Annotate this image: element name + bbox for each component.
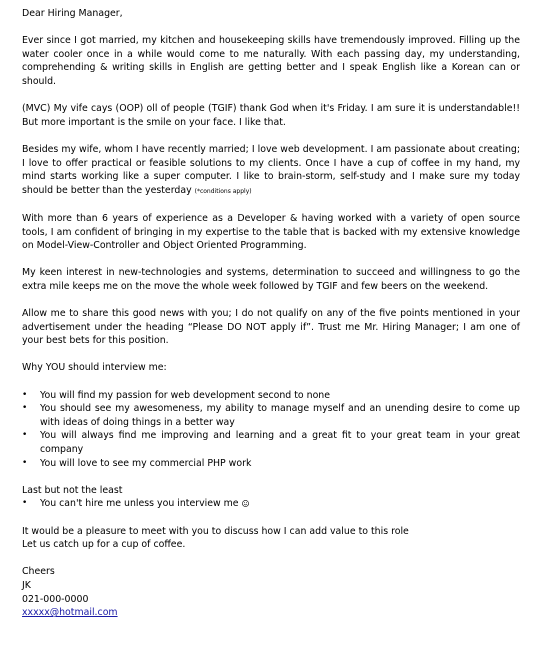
bullet-icon: •: [22, 498, 28, 509]
phone-number: 021-000-0000: [22, 593, 89, 605]
spacer: [22, 293, 520, 307]
bullet-icon: •: [22, 389, 28, 400]
list-item: [22, 402, 520, 429]
paragraph-experience: With more than 6 years of experience as a Developer & having worked with a variety of open source tools, I am confident of bringing in my expertise to the table that is backed with my extensive knowledge on Model-View-Controller and Object Oriented Programming.: [22, 212, 520, 252]
paragraph-interests: My keen interest in new-technologies and systems, determination to succeed and willingness to go the extra mile keeps me on the move the whole week followed by TGIF and few beers on the weekend.: [22, 267, 520, 292]
why-interview-list: [22, 389, 520, 471]
list-item: [22, 389, 520, 403]
paragraph-good-news: Allow me to share this good news with you; I do not qualify on any of the five points mentioned in your advertisement under the heading “Please DO NOT apply if”. Trust me Mr. Hiring Manager; I am one of your best bets for this position.: [22, 308, 520, 347]
spacer: [22, 198, 520, 212]
closing-line-2: Let us catch up for a cup of coffee.: [22, 539, 186, 551]
spacer: [22, 348, 520, 362]
list-item-text: You will love to see my commercial PHP work: [40, 457, 252, 469]
signoff: Cheers: [22, 566, 55, 578]
list-item: [22, 457, 520, 471]
closing-line-1: It would be a pleasure to meet with you to discuss how I can add value to this role: [22, 525, 409, 537]
list-item-text: You can't hire me unless you interview me: [40, 498, 239, 510]
spacer: [22, 253, 520, 267]
list-item-text: You will always find me improving and learning and a great fit to your great team in your great company: [40, 430, 520, 455]
list-item: [22, 429, 520, 456]
spacer: [22, 375, 520, 389]
last-list: [22, 497, 520, 511]
paragraph-marriage-skills: Ever since I got married, my kitchen and housekeeping skills have tremendously improved. Filling up the water cooler once in a while would come to me naturally. With each passing day, my understanding, comprehending & writing skills in English are getting better and I speak English like a Korean can or should.: [22, 35, 520, 87]
spacer: [22, 129, 520, 143]
signature-name: JK: [22, 579, 31, 591]
spacer: [22, 470, 520, 484]
bullet-icon: •: [22, 457, 28, 468]
last-heading: Last but not the least: [22, 484, 123, 496]
list-item-text: You will find my passion for web development second to none: [40, 389, 331, 401]
conditions-apply-note: (*conditions apply): [194, 187, 252, 195]
smiley-icon: [242, 500, 249, 507]
bullet-icon: •: [22, 403, 28, 414]
spacer: [22, 21, 520, 35]
paragraph-web-development: [22, 143, 520, 198]
why-interview-heading: Why YOU should interview me:: [22, 362, 167, 374]
email-line: [22, 606, 520, 620]
salutation: Dear Hiring Manager,: [22, 8, 123, 19]
paragraph-mvc-joke: (MVC) My vife cays (OOP) oll of people (TGIF) thank God when it's Friday. I am sure it is understandable!! But more important is the smile on your face. I like that.: [22, 103, 520, 128]
email-link[interactable]: xxxxx@hotmail.com: [22, 607, 118, 619]
list-item-text: You should see my awesomeness, my ability to manage myself and an unending desire to come up with ideas of doing things in a better way: [40, 403, 520, 428]
bullet-icon: •: [22, 430, 28, 441]
spacer: [22, 552, 520, 566]
paragraph-web-development-text: Besides my wife, whom I have recently married; I love web development. I am passionate about creating; I love to offer practical or feasible solutions to my clients. Once I have a cup of coffee in my hand, my mind starts working like a super computer. I like to brain-storm, self-study and I make sure my today should be better than the yesterday: [22, 143, 520, 196]
spacer: [22, 89, 520, 103]
list-item: [22, 497, 520, 511]
spacer: [22, 511, 520, 525]
